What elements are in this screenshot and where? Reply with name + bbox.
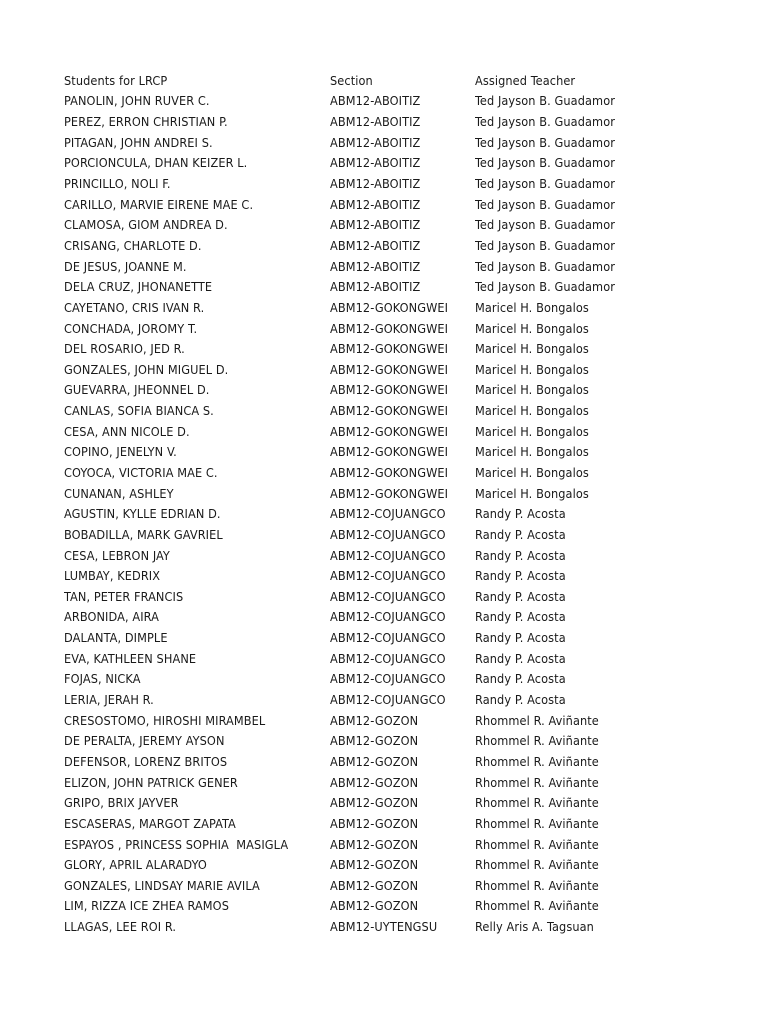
section-cell: ABM12-GOKONGWEI: [330, 320, 449, 336]
table-row: [64, 359, 744, 380]
table-row: [64, 132, 744, 153]
student-name-cell: LUMBAY, KEDRIX: [64, 568, 161, 584]
teacher-cell: Randy P. Acosta: [475, 609, 566, 625]
table-row: [64, 111, 744, 132]
section-cell: ABM12-GOKONGWEI: [330, 361, 449, 377]
table-row: [64, 153, 744, 174]
table-row: [64, 565, 744, 586]
teacher-cell: Ted Jayson B. Guadamor: [475, 217, 615, 233]
table-row: [64, 854, 744, 875]
section-cell: ABM12-GOZON: [330, 753, 419, 769]
header-section: Section: [330, 72, 373, 88]
table-row: [64, 256, 744, 277]
section-cell: ABM12-COJUANGCO: [330, 609, 446, 625]
section-cell: ABM12-COJUANGCO: [330, 630, 446, 646]
table-row: [64, 710, 744, 731]
table-row: [64, 235, 744, 256]
section-cell: ABM12-ABOITIZ: [330, 258, 421, 274]
teacher-cell: Rhommel R. Aviñante: [475, 712, 599, 728]
student-name-cell: DEL ROSARIO, JED R.: [64, 341, 185, 357]
teacher-cell: Rhommel R. Aviñante: [475, 836, 599, 852]
section-cell: ABM12-ABOITIZ: [330, 279, 421, 295]
section-cell: ABM12-GOZON: [330, 733, 419, 749]
teacher-cell: Maricel H. Bongalos: [475, 361, 589, 377]
table-row: [64, 875, 744, 896]
section-cell: ABM12-COJUANGCO: [330, 692, 446, 708]
student-name-cell: CESA, LEBRON JAY: [64, 547, 170, 563]
student-name-cell: CESA, ANN NICOLE D.: [64, 423, 190, 439]
student-name-cell: CLAMOSA, GIOM ANDREA D.: [64, 217, 228, 233]
table-row: [64, 916, 744, 937]
section-cell: ABM12-ABOITIZ: [330, 134, 421, 150]
table-row: [64, 380, 744, 401]
table-row: [64, 173, 744, 194]
section-cell: ABM12-GOZON: [330, 836, 419, 852]
student-name-cell: LLAGAS, LEE ROI R.: [64, 919, 177, 935]
section-cell: ABM12-GOKONGWEI: [330, 382, 449, 398]
section-cell: ABM12-GOZON: [330, 815, 419, 831]
student-name-cell: PEREZ, ERRON CHRISTIAN P.: [64, 114, 228, 130]
table-row: [64, 648, 744, 669]
section-cell: ABM12-COJUANGCO: [330, 568, 446, 584]
teacher-cell: Rhommel R. Aviñante: [475, 815, 599, 831]
student-name-cell: GONZALES, JOHN MIGUEL D.: [64, 361, 229, 377]
section-cell: ABM12-GOZON: [330, 857, 419, 873]
section-cell: ABM12-ABOITIZ: [330, 93, 421, 109]
student-name-cell: CONCHADA, JOROMY T.: [64, 320, 198, 336]
table-row: [64, 483, 744, 504]
teacher-cell: Maricel H. Bongalos: [475, 485, 589, 501]
header-students: Students for LRCP: [64, 72, 168, 88]
section-cell: ABM12-GOZON: [330, 877, 419, 893]
section-cell: ABM12-COJUANGCO: [330, 650, 446, 666]
table-row: [64, 731, 744, 752]
student-name-cell: PORCIONCULA, DHAN KEIZER L.: [64, 155, 248, 171]
section-cell: ABM12-GOZON: [330, 774, 419, 790]
section-cell: ABM12-COJUANGCO: [330, 671, 446, 687]
teacher-cell: Randy P. Acosta: [475, 630, 566, 646]
table-row: [64, 318, 744, 339]
table-row: [64, 400, 744, 421]
student-name-cell: PRINCILLO, NOLI F.: [64, 176, 171, 192]
teacher-cell: Maricel H. Bongalos: [475, 299, 589, 315]
student-name-cell: CRESOSTOMO, HIROSHI MIRAMBEL: [64, 712, 266, 728]
table-row: [64, 751, 744, 772]
student-name-cell: PANOLIN, JOHN RUVER C.: [64, 93, 210, 109]
student-name-cell: GONZALES, LINDSAY MARIE AVILA: [64, 877, 260, 893]
table-row: [64, 421, 744, 442]
table-row: [64, 91, 744, 112]
teacher-cell: Ted Jayson B. Guadamor: [475, 176, 615, 192]
teacher-cell: Maricel H. Bongalos: [475, 423, 589, 439]
table-row: [64, 813, 744, 834]
table-row: [64, 338, 744, 359]
teacher-cell: Randy P. Acosta: [475, 506, 566, 522]
table-row: [64, 896, 744, 917]
teacher-cell: Maricel H. Bongalos: [475, 320, 589, 336]
table-row: [64, 834, 744, 855]
teacher-cell: Ted Jayson B. Guadamor: [475, 155, 615, 171]
student-name-cell: DALANTA, DIMPLE: [64, 630, 168, 646]
table-row: [64, 276, 744, 297]
student-name-cell: GLORY, APRIL ALARADYO: [64, 857, 207, 873]
student-name-cell: ESPAYOS , PRINCESS SOPHIA MASIGLA: [64, 836, 289, 852]
teacher-cell: Randy P. Acosta: [475, 588, 566, 604]
student-name-cell: COPINO, JENELYN V.: [64, 444, 177, 460]
student-name-cell: LERIA, JERAH R.: [64, 692, 154, 708]
student-name-cell: DE JESUS, JOANNE M.: [64, 258, 187, 274]
section-cell: ABM12-GOKONGWEI: [330, 299, 449, 315]
teacher-cell: Rhommel R. Aviñante: [475, 733, 599, 749]
section-cell: ABM12-GOKONGWEI: [330, 423, 449, 439]
table-row: [64, 607, 744, 628]
teacher-cell: Randy P. Acosta: [475, 650, 566, 666]
teacher-cell: Randy P. Acosta: [475, 671, 566, 687]
table-row: [64, 462, 744, 483]
student-name-cell: GRIPO, BRIX JAYVER: [64, 795, 179, 811]
section-cell: ABM12-GOZON: [330, 795, 419, 811]
student-name-cell: CUNANAN, ASHLEY: [64, 485, 174, 501]
teacher-cell: Randy P. Acosta: [475, 526, 566, 542]
section-cell: ABM12-COJUANGCO: [330, 506, 446, 522]
teacher-cell: Randy P. Acosta: [475, 547, 566, 563]
student-name-cell: DEFENSOR, LORENZ BRITOS: [64, 753, 228, 769]
teacher-cell: Ted Jayson B. Guadamor: [475, 237, 615, 253]
section-cell: ABM12-GOKONGWEI: [330, 444, 449, 460]
teacher-cell: Rhommel R. Aviñante: [475, 753, 599, 769]
teacher-cell: Maricel H. Bongalos: [475, 382, 589, 398]
student-name-cell: CRISANG, CHARLOTE D.: [64, 237, 202, 253]
section-cell: ABM12-ABOITIZ: [330, 114, 421, 130]
section-cell: ABM12-ABOITIZ: [330, 155, 421, 171]
teacher-cell: Maricel H. Bongalos: [475, 341, 589, 357]
teacher-cell: Rhommel R. Aviñante: [475, 795, 599, 811]
student-name-cell: DELA CRUZ, JHONANETTE: [64, 279, 213, 295]
table-row: [64, 792, 744, 813]
section-cell: ABM12-GOKONGWEI: [330, 464, 449, 480]
teacher-cell: Randy P. Acosta: [475, 568, 566, 584]
table-row: [64, 545, 744, 566]
student-name-cell: TAN, PETER FRANCIS: [64, 588, 184, 604]
student-name-cell: GUEVARRA, JHEONNEL D.: [64, 382, 210, 398]
student-assignment-table: [64, 70, 744, 937]
section-cell: ABM12-COJUANGCO: [330, 588, 446, 604]
table-row: [64, 503, 744, 524]
teacher-cell: Maricel H. Bongalos: [475, 403, 589, 419]
table-row: [64, 669, 744, 690]
section-cell: ABM12-GOKONGWEI: [330, 485, 449, 501]
student-name-cell: EVA, KATHLEEN SHANE: [64, 650, 197, 666]
table-row: [64, 689, 744, 710]
table-row: [64, 297, 744, 318]
student-name-cell: ARBONIDA, AIRA: [64, 609, 159, 625]
teacher-cell: Relly Aris A. Tagsuan: [475, 919, 594, 935]
teacher-cell: Ted Jayson B. Guadamor: [475, 196, 615, 212]
section-cell: ABM12-UYTENGSU: [330, 919, 438, 935]
teacher-cell: Maricel H. Bongalos: [475, 444, 589, 460]
student-name-cell: CAYETANO, CRIS IVAN R.: [64, 299, 205, 315]
section-cell: ABM12-GOKONGWEI: [330, 341, 449, 357]
teacher-cell: Ted Jayson B. Guadamor: [475, 279, 615, 295]
student-name-cell: AGUSTIN, KYLLE EDRIAN D.: [64, 506, 221, 522]
section-cell: ABM12-COJUANGCO: [330, 547, 446, 563]
table-body: [64, 91, 744, 937]
teacher-cell: Rhommel R. Aviñante: [475, 877, 599, 893]
student-name-cell: BOBADILLA, MARK GAVRIEL: [64, 526, 223, 542]
header-teacher: Assigned Teacher: [475, 72, 576, 88]
table-row: [64, 586, 744, 607]
table-row: [64, 524, 744, 545]
student-name-cell: COYOCA, VICTORIA MAE C.: [64, 464, 218, 480]
section-cell: ABM12-ABOITIZ: [330, 196, 421, 212]
teacher-cell: Rhommel R. Aviñante: [475, 857, 599, 873]
student-name-cell: LIM, RIZZA ICE ZHEA RAMOS: [64, 898, 229, 914]
table-row: [64, 214, 744, 235]
student-name-cell: ELIZON, JOHN PATRICK GENER: [64, 774, 238, 790]
teacher-cell: Ted Jayson B. Guadamor: [475, 134, 615, 150]
table-row: [64, 442, 744, 463]
student-name-cell: DE PERALTA, JEREMY AYSON: [64, 733, 225, 749]
table-row: [64, 194, 744, 215]
section-cell: ABM12-ABOITIZ: [330, 237, 421, 253]
section-cell: ABM12-ABOITIZ: [330, 217, 421, 233]
section-cell: ABM12-ABOITIZ: [330, 176, 421, 192]
section-cell: ABM12-GOZON: [330, 898, 419, 914]
section-cell: ABM12-GOZON: [330, 712, 419, 728]
table-row: [64, 627, 744, 648]
student-name-cell: CANLAS, SOFIA BIANCA S.: [64, 403, 214, 419]
student-name-cell: PITAGAN, JOHN ANDREI S.: [64, 134, 213, 150]
teacher-cell: Rhommel R. Aviñante: [475, 898, 599, 914]
teacher-cell: Maricel H. Bongalos: [475, 464, 589, 480]
table-header-row: [64, 70, 744, 91]
teacher-cell: Ted Jayson B. Guadamor: [475, 93, 615, 109]
table-row: [64, 772, 744, 793]
student-name-cell: ESCASERAS, MARGOT ZAPATA: [64, 815, 236, 831]
teacher-cell: Ted Jayson B. Guadamor: [475, 258, 615, 274]
student-name-cell: FOJAS, NICKA: [64, 671, 141, 687]
teacher-cell: Randy P. Acosta: [475, 692, 566, 708]
section-cell: ABM12-GOKONGWEI: [330, 403, 449, 419]
section-cell: ABM12-COJUANGCO: [330, 526, 446, 542]
teacher-cell: Ted Jayson B. Guadamor: [475, 114, 615, 130]
student-name-cell: CARILLO, MARVIE EIRENE MAE C.: [64, 196, 254, 212]
teacher-cell: Rhommel R. Aviñante: [475, 774, 599, 790]
